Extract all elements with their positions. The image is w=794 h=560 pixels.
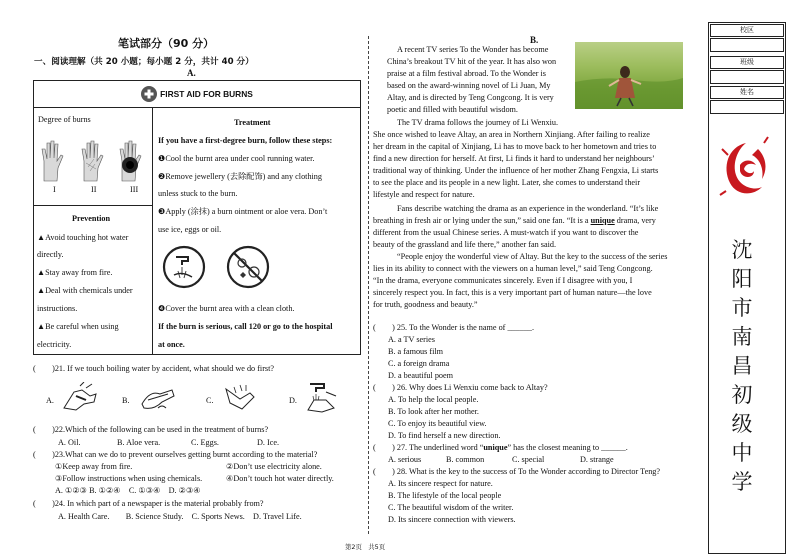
q27-option-d: D. strange (580, 455, 614, 464)
text-line: lifestyle and respect for nature. (373, 190, 475, 199)
class-field[interactable]: 班级 (710, 56, 784, 69)
school-char: 初 (731, 383, 753, 407)
q28-option-c: C. The beautiful wisdom of the writer. (388, 503, 514, 512)
question-23: ( )23.What can we do to prevent ourselves getting burnt according to the material? (33, 450, 318, 459)
treatment-step-2-cont: unless stuck to the burn. (158, 189, 238, 198)
name-input-box[interactable] (710, 100, 784, 114)
prevention-line: instructions. (37, 304, 78, 313)
q21-option-a: A. (46, 396, 54, 405)
prevention-line: ▲Deal with chemicals under (37, 286, 133, 295)
q27-option-c: C. special (512, 455, 545, 464)
grass-photo (575, 42, 683, 109)
tap-water-icon (164, 247, 204, 287)
question-22: ( )22.Which of the following can be used in the treatment of burns? (33, 425, 269, 434)
text-line: lies in its ability to connect with the viewers on a human level,” said Teng Congcong. (373, 264, 653, 273)
q28-option-b: B. The lifestyle of the local people (388, 491, 502, 500)
table-divider (34, 205, 152, 206)
q21-option-c-image (220, 383, 258, 418)
hand-burn-icon (38, 137, 148, 183)
school-char: 昌 (731, 354, 753, 378)
q22-option-b: B. Aloe vera. (117, 438, 161, 447)
text-line: praise at a film festival abroad. To the Wonder is (387, 69, 546, 78)
q27-option-a: A. serious (388, 455, 422, 464)
serious-note-cont: at once. (158, 340, 185, 349)
prevention-line: directly. (37, 250, 64, 259)
text-line: Fans describe watching the drama as an experience in the wonderland. “It’s like (397, 204, 659, 213)
q23-item-2: ②Don’t use electricity alone. (226, 462, 322, 471)
name-field[interactable]: 姓名 (710, 86, 784, 99)
q23-item-4: ④Don’t touch hot water directly. (226, 474, 334, 483)
q27-option-b: B. common (446, 455, 485, 464)
treatment-step-1: ❶Cool the burnt area under cool running water. (158, 154, 315, 163)
q21-option-b-image (138, 384, 178, 417)
treatment-step-2: ❷Remove jewellery (去除配饰) and any clothing (158, 172, 322, 181)
treatment-label: Treatment (234, 118, 271, 127)
q25-option-a: A. a TV series (388, 335, 435, 344)
serious-note: If the burn is serious, call 120 or go to the hospital (158, 322, 333, 331)
text-line: China’s breakout TV hit of the year. It has also won (387, 57, 557, 66)
text-segment: ( ) 27. The underlined word “ (373, 443, 484, 452)
q21-option-d-image (304, 380, 340, 419)
text-line: find a new direction for herself. At first, Li finds it hard to understand her neighbours’ (373, 154, 655, 163)
school-char: 学 (731, 470, 753, 494)
text-line: for truth, goodness and beauty.” (373, 300, 478, 309)
text-line: beauty of the grassland and life there,” another fan said. (373, 240, 557, 249)
school-char: 级 (731, 412, 753, 436)
school-char: 市 (731, 296, 753, 320)
prevention-line: ▲Be careful when using (37, 322, 119, 331)
q21-option-b: B. (122, 396, 130, 405)
campus-input-box[interactable] (710, 38, 784, 52)
q22-option-a: A. Oil. (58, 438, 81, 447)
q21-option-d: D. (289, 396, 297, 405)
passage-a-label: A. (187, 68, 196, 78)
question-24: ( )24. In which part of a newspaper is the material probably from? (33, 499, 264, 508)
text-line: A recent TV series To the Wonder has become (397, 45, 549, 54)
text-line: traditional way of thinking. Under the influence of her mother Zhang Fengxia, Li starts (373, 166, 659, 175)
text-line: sincerely respect you. In fact, this is a very important part of human nature—the love (373, 288, 652, 297)
class-input-box[interactable] (710, 70, 784, 84)
question-27 (373, 442, 628, 454)
treatment-step-3: ❸Apply (涂抹) a burn ointment or aloe vera. Don’t (158, 207, 328, 216)
treatment-intro: If you have a first-degree burn, follow these steps: (158, 136, 333, 145)
text-line: based on the award-winning novel of Li Juan, My (387, 81, 551, 90)
page-footer: 第2页 共5页 (345, 543, 386, 551)
q22-option-c: C. Eggs. (191, 438, 219, 447)
q22-option-d: D. Ice. (257, 438, 280, 447)
text-line: poetic and filled with beautiful wisdom. (387, 105, 518, 114)
q21-option-c: C. (206, 396, 214, 405)
jewellery-crossed-icon (228, 247, 268, 287)
degree-i: I (53, 185, 56, 194)
prevention-line: ▲Stay away from fire. (37, 268, 113, 277)
q26-option-d: D. To find herself a new direction. (388, 431, 501, 440)
q21-option-a-image (60, 382, 100, 417)
q28-option-a: A. Its sincere respect for nature. (388, 479, 493, 488)
exam-part-heading: 笔试部分（90 分） (118, 37, 215, 50)
degree-iii: III (130, 185, 139, 194)
passage-b-paragraph-1 (387, 44, 573, 116)
question-26: ( ) 26. Why does Li Wenxiu come back to Altay? (373, 383, 548, 392)
text-line: to see the place and its people in a new light. Later, she comes to understand their (373, 178, 641, 187)
school-logo-icon (718, 135, 774, 210)
first-aid-table (33, 80, 361, 355)
campus-field[interactable]: 校区 (710, 24, 784, 37)
burn-degree-images (38, 137, 148, 188)
text-line: The TV drama follows the journey of Li Wenxiu. (397, 118, 559, 127)
passage-b-paragraph-3 (373, 203, 695, 251)
treatment-step-3-cont: use ice, eggs or oil. (158, 225, 222, 234)
section-heading: 一、阅读理解（共 20 小题；每小题 2 分，共计 40 分） (34, 57, 254, 67)
text-line-with-unique (373, 215, 695, 227)
text-line: Altay, and is directed by Teng Congcong. It is very (387, 93, 554, 102)
first-aid-cross-icon (141, 86, 157, 102)
prevention-label: Prevention (72, 214, 111, 223)
passage-b-label: B. (530, 35, 539, 45)
q26-option-a: A. To help the local people. (388, 395, 479, 404)
prevention-line: electricity. (37, 340, 72, 349)
school-name-vertical (722, 236, 762, 497)
school-char: 南 (731, 325, 753, 349)
quoted-word: unique (483, 443, 508, 452)
q24-options: A. Health Care. B. Science Study. C. Sports News. D. Travel Life. (58, 512, 302, 521)
school-char: 阳 (731, 267, 753, 291)
column-separator (368, 36, 369, 534)
q23-item-1: ①Keep away from fire. (55, 462, 133, 471)
text-line: “In the drama, everyone communicates sincerely. Even if I disagree with you, I (373, 276, 633, 285)
degree-label: Degree of burns (38, 115, 91, 124)
text-segment: breathing in fresh air or lying under the sun,” said one fan. “It is a (373, 216, 589, 225)
text-line: her dream in the capital of Xinjiang, Li has to move back to her hometown and tries to (373, 142, 657, 151)
q23-item-3: ③Follow instructions when using chemicals. (55, 474, 203, 483)
q26-option-b: B. To look after her mother. (388, 407, 479, 416)
text-line: different from the usual Chinese series. A must-watch if you want to discover the (373, 228, 639, 237)
first-aid-title-row (34, 81, 360, 108)
question-21: ( )21. If we touch boiling water by accident, what should we do first? (33, 364, 275, 373)
question-28: ( ) 28. What is the key to the success of To the Wonder according to Director Teng? (373, 467, 661, 476)
treatment-step-4: ❹Cover the burnt area with a clean cloth. (158, 304, 295, 313)
school-char: 沈 (731, 238, 753, 262)
q25-option-c: C. a foreign drama (388, 359, 450, 368)
underlined-word: unique (590, 216, 615, 225)
school-char: 中 (731, 441, 753, 465)
text-line: She once wished to leave Altay, an area in Northern Xinjiang. After failing to realize (373, 130, 650, 139)
q25-option-b: B. a famous film (388, 347, 444, 356)
first-aid-title: FIRST AID FOR BURNS (160, 89, 253, 99)
text-line: “People enjoy the wonderful view of Altay. But the key to the success of the series (397, 252, 668, 261)
table-divider (152, 108, 153, 354)
prevention-line: ▲Avoid touching hot water (37, 233, 129, 242)
q28-option-d: D. Its sincere connection with viewers. (388, 515, 516, 524)
passage-b-paragraph-2 (373, 117, 695, 201)
passage-b-paragraph-4 (373, 251, 695, 311)
q25-option-d: D. a beautiful poem (388, 371, 454, 380)
q23-options: A. ①②③ B. ①②④ C. ①③④ D. ②③④ (55, 486, 201, 495)
treatment-signs (162, 245, 272, 296)
text-segment: drama, very (616, 216, 656, 225)
q26-option-c: C. To enjoy its beautiful view. (388, 419, 487, 428)
question-25: ( ) 25. To the Wonder is the name of ______. (373, 323, 535, 332)
degree-ii: II (91, 185, 97, 194)
text-segment: ” has the closest meaning to ______. (507, 443, 628, 452)
